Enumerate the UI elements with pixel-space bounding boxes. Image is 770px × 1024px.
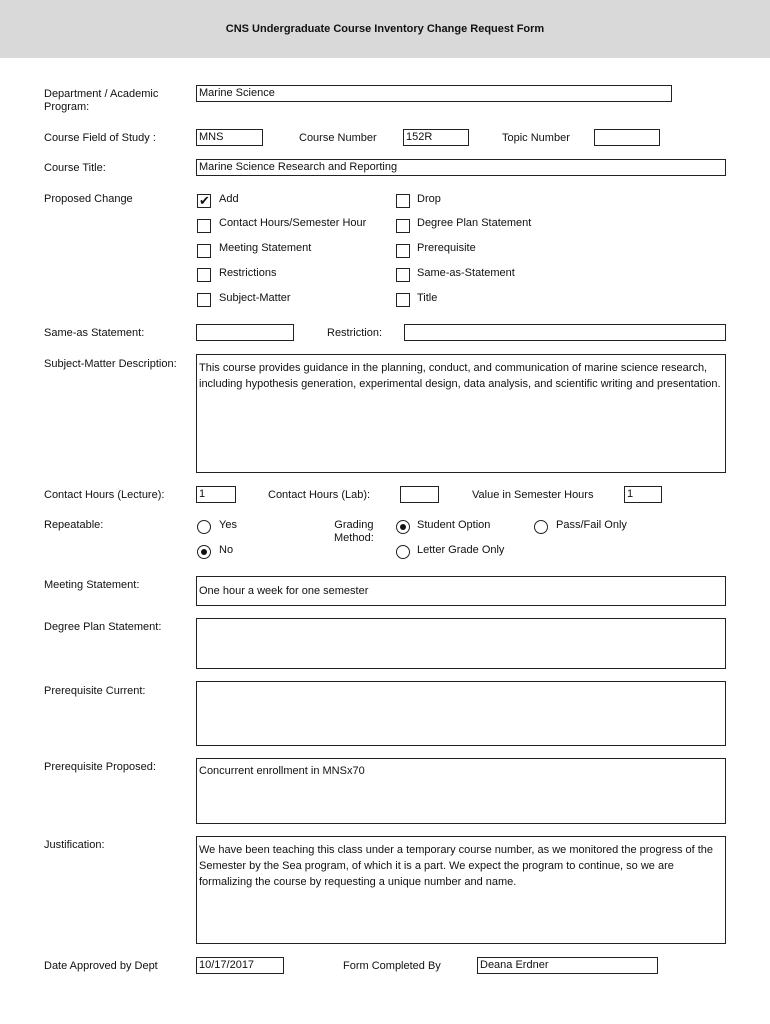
prerequisite-label: Prerequisite [417, 242, 476, 254]
restrictions-label: Restrictions [219, 267, 277, 279]
meeting-statement-field-label: Meeting Statement: [44, 579, 140, 591]
topic-number-input[interactable] [594, 129, 660, 146]
repeatable-label: Repeatable: [44, 519, 104, 531]
radio-selected-dot [400, 524, 406, 530]
contact-hours-lab-input[interactable] [400, 486, 439, 503]
course-title-label: Course Title: [44, 162, 106, 174]
prerequisite-current-field[interactable] [196, 681, 726, 746]
grading-pass-fail-radio[interactable] [534, 520, 548, 534]
restriction-label: Restriction: [327, 327, 383, 339]
course-title-input[interactable]: Marine Science Research and Reporting [196, 159, 726, 176]
department-label: Department / Academic Program: [44, 88, 159, 113]
grading-letter-grade-radio[interactable] [396, 545, 410, 559]
meeting-statement-field[interactable]: One hour a week for one semester [196, 576, 726, 606]
repeatable-no-radio[interactable] [197, 545, 211, 559]
grading-pass-fail-label: Pass/Fail Only [556, 519, 627, 531]
form-completed-by-label: Form Completed By [343, 960, 441, 972]
add-label: Add [219, 193, 239, 205]
repeatable-no-label: No [219, 544, 234, 556]
justification-field[interactable]: We have been teaching this class under a temporary course number, as we monitored the progress of the Semester by the Sea program, of which it is a part. We expect the program to continue, so we are formalizing the course by requesting a unique number and name. [196, 836, 726, 944]
proposed-change-label: Proposed Change [44, 193, 133, 205]
contact-hours-label: Contact Hours/Semester Hour [219, 217, 367, 229]
degree-plan-label: Degree Plan Statement [417, 217, 532, 229]
date-approved-input[interactable]: 10/17/2017 [196, 957, 284, 974]
degree-plan-statement-label: Degree Plan Statement: [44, 621, 162, 633]
subject-matter-description-field[interactable]: This course provides guidance in the planning, conduct, and communication of marine science research, including hypothesis generation, experimental design, data analysis, and scientific writing and presentation. [196, 354, 726, 473]
form-header [0, 0, 770, 58]
value-semester-hours-label: Value in Semester Hours [472, 489, 594, 501]
same-as-checkbox[interactable] [396, 268, 410, 282]
grading-student-option-radio[interactable] [396, 520, 410, 534]
subject-matter-description-label: Subject-Matter Description: [44, 358, 177, 370]
grading-student-option-label: Student Option [417, 519, 491, 531]
grading-method-label: Grading Method: [334, 519, 374, 544]
contact-hours-lecture-input[interactable]: 1 [196, 486, 236, 503]
check-icon: ✔ [199, 193, 210, 208]
restrictions-checkbox[interactable] [197, 268, 211, 282]
degree-plan-checkbox[interactable] [396, 219, 410, 233]
prerequisite-proposed-label: Prerequisite Proposed: [44, 761, 156, 773]
topic-number-label: Topic Number [502, 132, 570, 144]
subject-matter-checkbox[interactable] [197, 293, 211, 307]
drop-label: Drop [417, 193, 441, 205]
radio-selected-dot [201, 549, 207, 555]
course-number-label: Course Number [299, 132, 377, 144]
contact-hours-checkbox[interactable] [197, 219, 211, 233]
contact-hours-lab-label: Contact Hours (Lab): [268, 489, 371, 501]
value-semester-hours-input[interactable]: 1 [624, 486, 662, 503]
form-title: CNS Undergraduate Course Inventory Change Request Form [225, 23, 545, 35]
degree-plan-statement-field[interactable] [196, 618, 726, 669]
repeatable-yes-radio[interactable] [197, 520, 211, 534]
course-field-input[interactable]: MNS [196, 129, 263, 146]
prerequisite-checkbox[interactable] [396, 244, 410, 258]
same-as-statement-input[interactable] [196, 324, 294, 341]
restriction-input[interactable] [404, 324, 726, 341]
date-approved-label: Date Approved by Dept [44, 960, 158, 972]
course-field-label: Course Field of Study : [44, 132, 156, 144]
prerequisite-proposed-field[interactable]: Concurrent enrollment in MNSx70 [196, 758, 726, 824]
title-checkbox[interactable] [396, 293, 410, 307]
justification-label: Justification: [44, 839, 105, 851]
grading-letter-grade-label: Letter Grade Only [417, 544, 505, 556]
form-completed-by-input[interactable]: Deana Erdner [477, 957, 658, 974]
meeting-statement-label: Meeting Statement [219, 242, 312, 254]
repeatable-yes-label: Yes [219, 519, 237, 531]
same-as-label: Same-as-Statement [417, 267, 515, 279]
prerequisite-current-label: Prerequisite Current: [44, 685, 146, 697]
drop-checkbox[interactable] [396, 194, 410, 208]
contact-hours-lecture-label: Contact Hours (Lecture): [44, 489, 165, 501]
add-checkbox[interactable] [197, 194, 211, 208]
meeting-statement-checkbox[interactable] [197, 244, 211, 258]
course-number-input[interactable]: 152R [403, 129, 469, 146]
department-field[interactable]: Marine Science [196, 85, 672, 102]
subject-matter-label: Subject-Matter [219, 292, 291, 304]
title-label: Title [417, 292, 438, 304]
same-as-statement-label: Same-as Statement: [44, 327, 145, 339]
